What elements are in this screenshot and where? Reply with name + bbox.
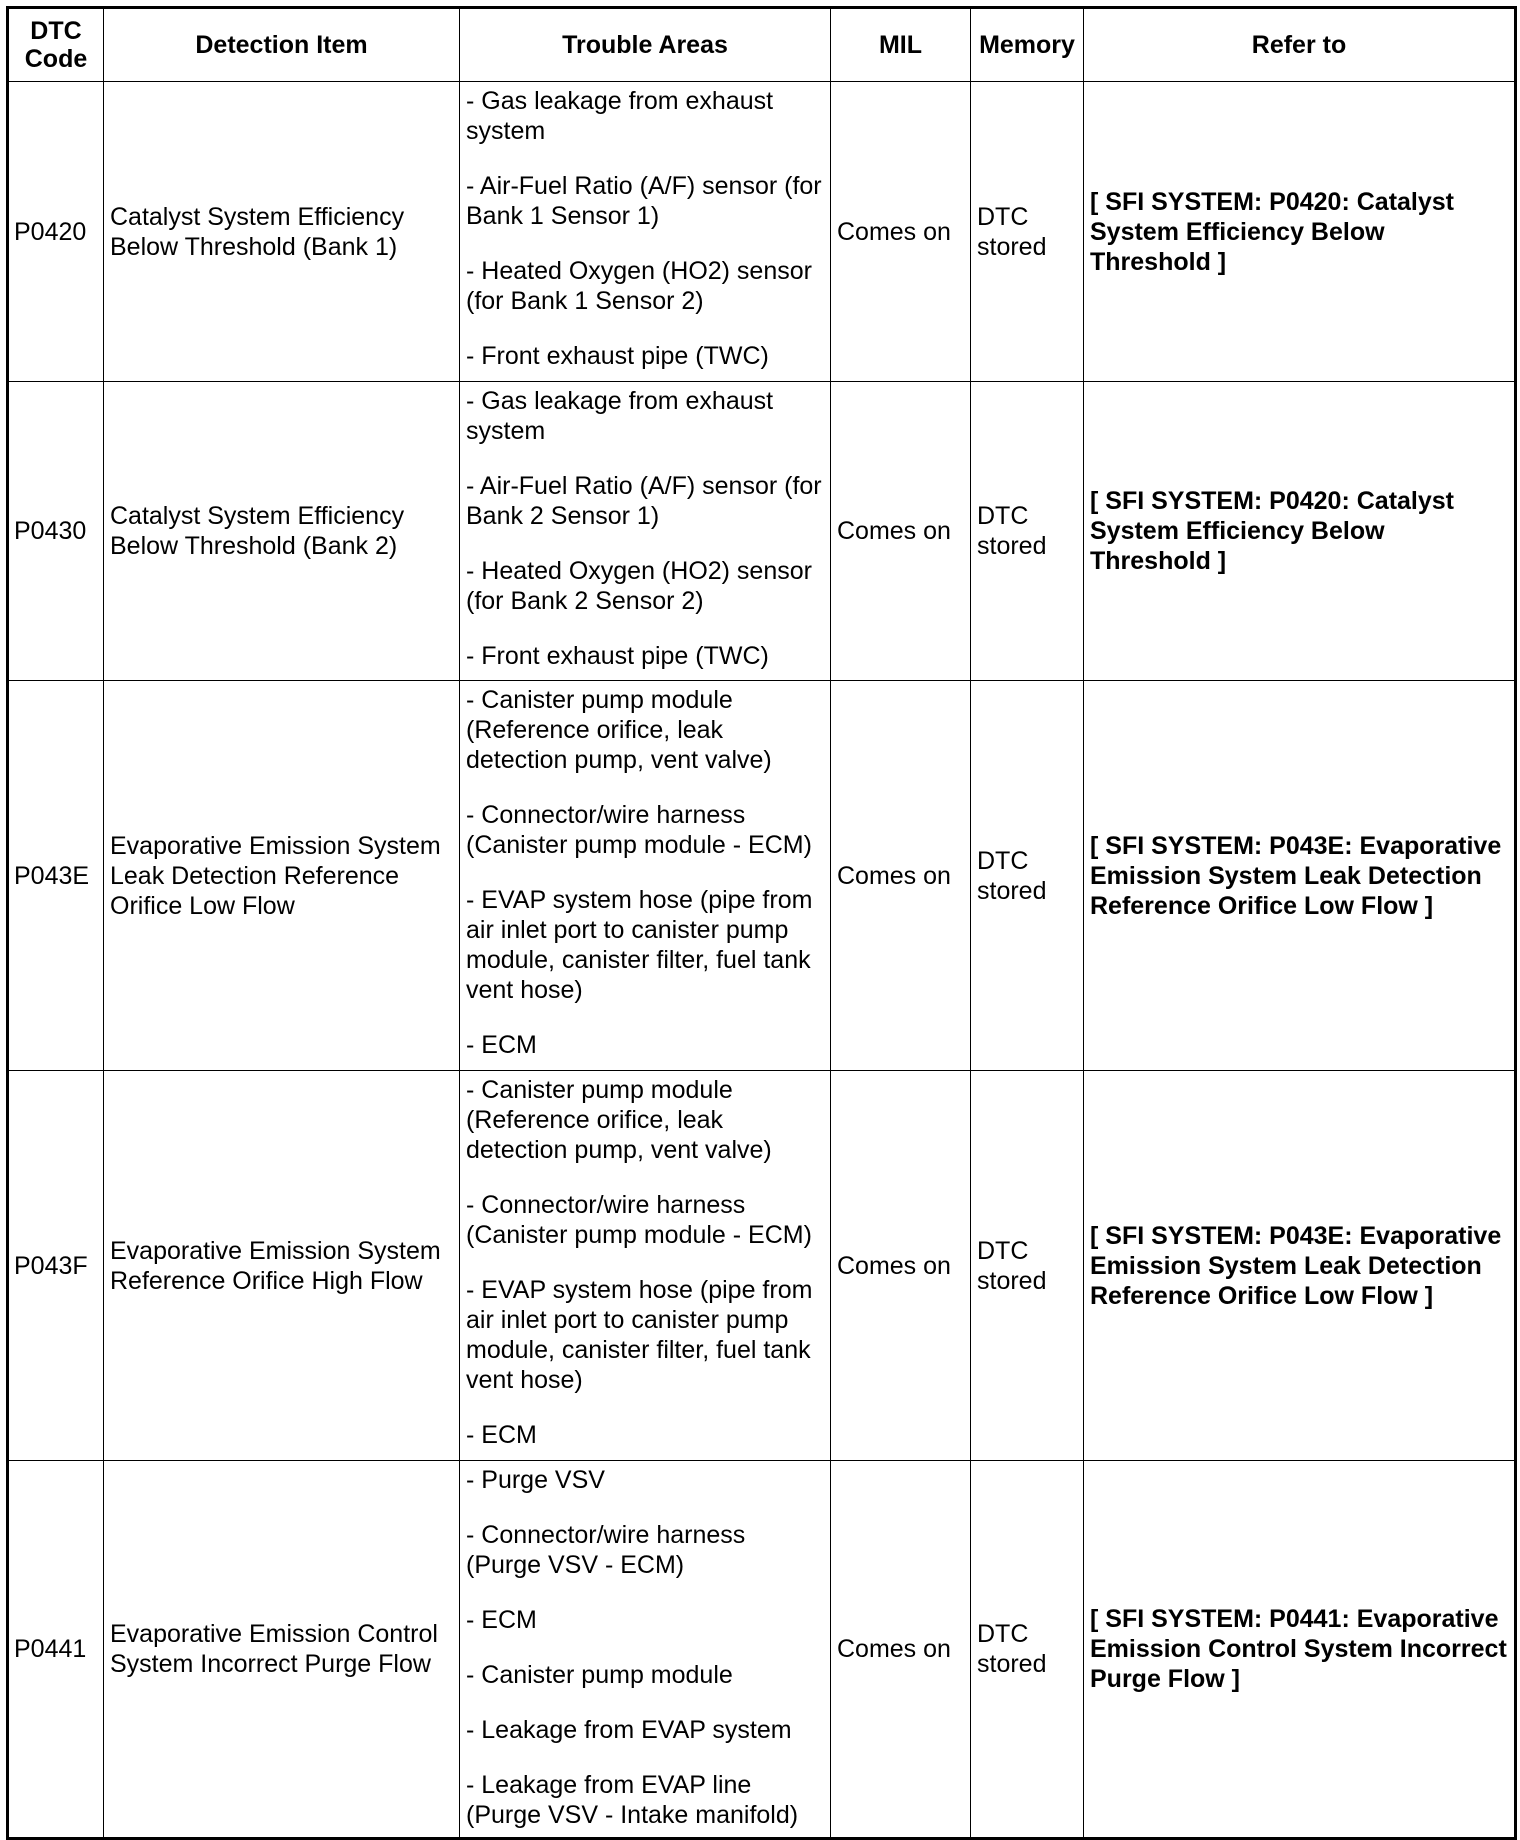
dtc-code-cell: P043F [8,1071,104,1461]
trouble-area-item: - Connector/wire harness (Canister pump module - ECM) [466,801,812,859]
header-row [8,8,1516,82]
trouble-area-item: - ECM [466,1606,537,1634]
dtc-code-cell: P0420 [8,82,104,382]
header-detection-item: Detection Item [104,8,460,82]
header-memory: Memory [971,8,1084,82]
header-dtc-code: DTC Code [8,8,104,82]
trouble-area-item: - EVAP system hose (pipe from air inlet port to canister pump module, canister filter, fuel tank vent hose) [466,1276,813,1394]
trouble-area-item: - Connector/wire harness (Canister pump module - ECM) [466,1191,812,1249]
trouble-area-item: - Front exhaust pipe (TWC) [466,642,769,670]
trouble-area-item: - ECM [466,1031,537,1059]
trouble-area-item: - Air-Fuel Ratio (A/F) sensor (for Bank 2 Sensor 1) [466,472,822,530]
trouble-area-item: - Connector/wire harness (Purge VSV - ECM) [466,1521,746,1579]
mil-cell: Comes on [831,82,971,382]
trouble-areas-cell [460,382,831,681]
dtc-code-cell: P043E [8,681,104,1071]
memory-cell: DTC stored [971,681,1084,1071]
memory-cell: DTC stored [971,1461,1084,1839]
table-row [8,382,1516,681]
mil-cell: Comes on [831,681,971,1071]
trouble-area-item: - ECM [466,1421,537,1449]
trouble-area-item: - Air-Fuel Ratio (A/F) sensor (for Bank 1 Sensor 1) [466,172,822,230]
table-row [8,82,1516,382]
memory-cell: DTC stored [971,1071,1084,1461]
trouble-areas-cell [460,681,831,1071]
trouble-area-item: - Heated Oxygen (HO2) sensor (for Bank 2 Sensor 2) [466,557,812,615]
trouble-area-item: - Purge VSV [466,1466,605,1494]
dtc-code-cell: P0430 [8,382,104,681]
trouble-areas-cell [460,82,831,382]
refer-to-link[interactable]: [ SFI SYSTEM: P0441: Evaporative Emission Control System Incorrect Purge Flow ] [1084,1461,1516,1839]
refer-to-link[interactable]: [ SFI SYSTEM: P043E: Evaporative Emission System Leak Detection Reference Orifice Low Flow ] [1084,681,1516,1071]
header-trouble-areas: Trouble Areas [460,8,831,82]
header-refer-to: Refer to [1084,8,1516,82]
trouble-area-item: - EVAP system hose (pipe from air inlet port to canister pump module, canister filter, fuel tank vent hose) [466,886,813,1004]
table-row [8,681,1516,1071]
trouble-area-item: - Heated Oxygen (HO2) sensor (for Bank 1 Sensor 2) [466,257,812,315]
detection-item-cell: Catalyst System Efficiency Below Threshold (Bank 2) [104,382,460,681]
trouble-area-item: - Gas leakage from exhaust system [466,387,774,445]
dtc-table-sheet [6,6,1517,1840]
refer-to-link[interactable]: [ SFI SYSTEM: P0420: Catalyst System Efficiency Below Threshold ] [1084,382,1516,681]
memory-cell: DTC stored [971,82,1084,382]
refer-to-link[interactable]: [ SFI SYSTEM: P0420: Catalyst System Efficiency Below Threshold ] [1084,82,1516,382]
memory-cell: DTC stored [971,382,1084,681]
mil-cell: Comes on [831,382,971,681]
detection-item-cell: Catalyst System Efficiency Below Threshold (Bank 1) [104,82,460,382]
mil-cell: Comes on [831,1071,971,1461]
table-row [8,1071,1516,1461]
trouble-area-item: - Canister pump module [466,1661,733,1689]
trouble-area-item: - Canister pump module (Reference orifice, leak detection pump, vent valve) [466,686,772,774]
trouble-areas-cell [460,1071,831,1461]
trouble-area-item: - Canister pump module (Reference orifice, leak detection pump, vent valve) [466,1076,772,1164]
trouble-area-item: - Front exhaust pipe (TWC) [466,342,769,370]
detection-item-cell: Evaporative Emission System Leak Detection Reference Orifice Low Flow [104,681,460,1071]
table-row [8,1461,1516,1839]
detection-item-cell: Evaporative Emission System Reference Orifice High Flow [104,1071,460,1461]
trouble-area-item: - Leakage from EVAP system [466,1716,792,1744]
refer-to-link[interactable]: [ SFI SYSTEM: P043E: Evaporative Emission System Leak Detection Reference Orifice Low Flow ] [1084,1071,1516,1461]
dtc-table [6,6,1517,1840]
trouble-area-item: - Gas leakage from exhaust system [466,87,774,145]
header-mil: MIL [831,8,971,82]
trouble-areas-cell [460,1461,831,1839]
trouble-area-item: - Leakage from EVAP line (Purge VSV - Intake manifold) [466,1771,799,1829]
detection-item-cell: Evaporative Emission Control System Incorrect Purge Flow [104,1461,460,1839]
mil-cell: Comes on [831,1461,971,1839]
dtc-code-cell: P0441 [8,1461,104,1839]
